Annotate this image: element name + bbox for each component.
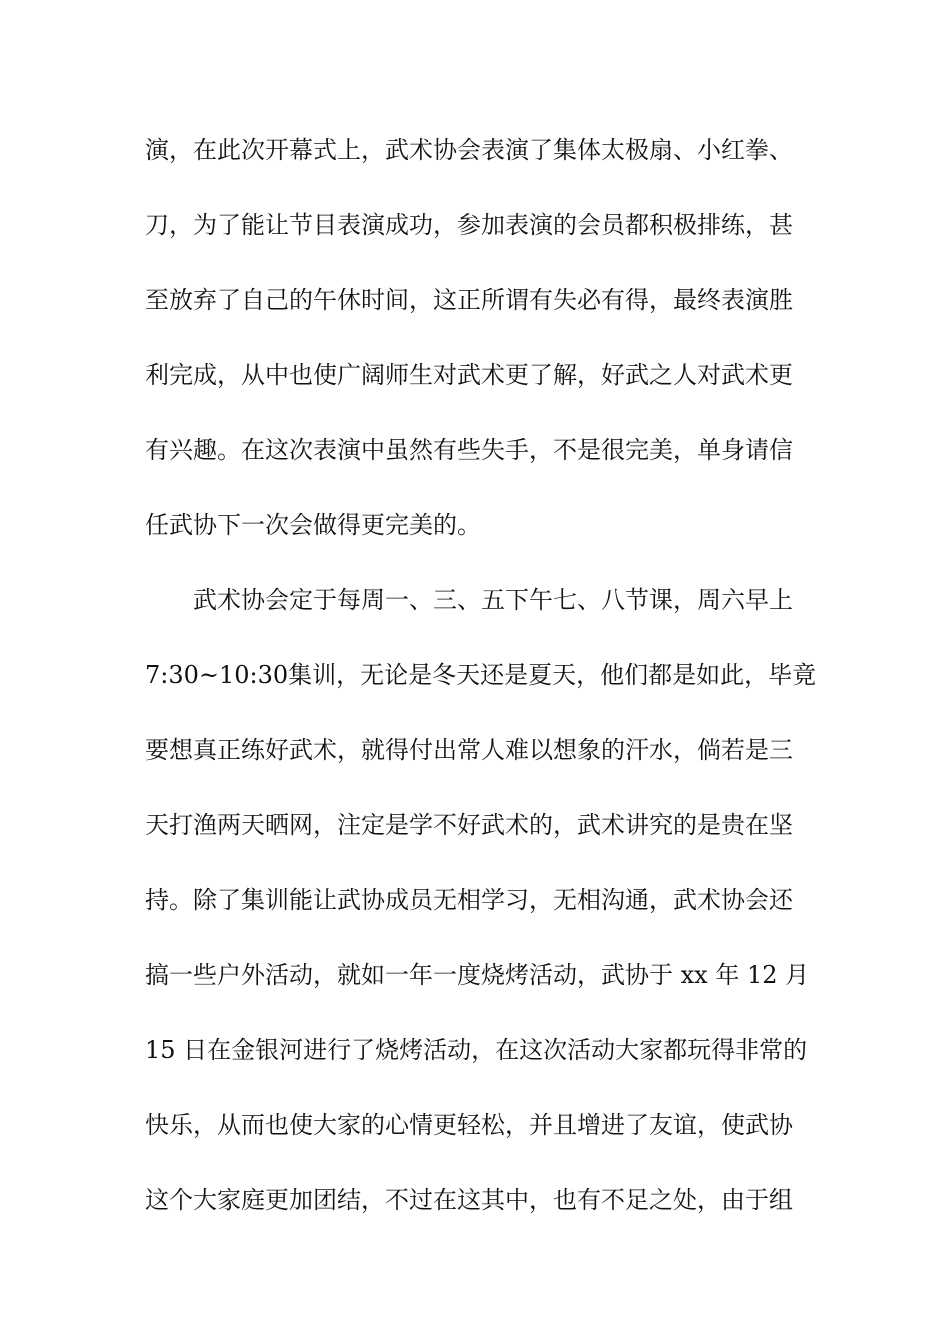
paragraph-line: 15 日在金银河进行了烧烤活动，在这次活动大家都玩得非常的 (145, 1036, 808, 1064)
paragraph-line: 天打渔两天晒网，注定是学不好武术的，武术讲究的是贵在坚 (145, 811, 793, 839)
paragraph-line: 武术协会定于每周一、三、五下午七、八节课，周六早上 (193, 586, 793, 614)
paragraph-line: 利完成，从中也使广阔师生对武术更了解，好武之人对武术更 (145, 361, 793, 389)
paragraph-line: 持。除了集训能让武协成员无相学习，无相沟通，武术协会还 (145, 886, 793, 914)
paragraph-line: 至放弃了自己的午休时间，这正所谓有失必有得，最终表演胜 (145, 286, 793, 314)
paragraph-line: 7:30~10:30集训，无论是冬天还是夏天，他们都是如此，毕竟 (145, 661, 817, 689)
paragraph-line: 搞一些户外活动，就如一年一度烧烤活动，武协于 xx 年 12 月 (145, 961, 810, 989)
paragraph-line: 刀，为了能让节目表演成功，参加表演的会员都积极排练，甚 (145, 211, 793, 239)
paragraph-line: 快乐，从而也使大家的心情更轻松，并且增进了友谊，使武协 (145, 1111, 793, 1139)
paragraph-line: 要想真正练好武术，就得付出常人难以想象的汗水，倘若是三 (145, 736, 793, 764)
paragraph-line: 这个大家庭更加团结，不过在这其中，也有不足之处，由于组 (145, 1186, 793, 1214)
paragraph-line: 任武协下一次会做得更完美的。 (145, 511, 481, 539)
paragraph-line: 有兴趣。在这次表演中虽然有些失手，不是很完美，单身请信 (145, 436, 793, 464)
paragraph-line: 演，在此次开幕式上，武术协会表演了集体太极扇、小红拳、 (145, 136, 793, 164)
